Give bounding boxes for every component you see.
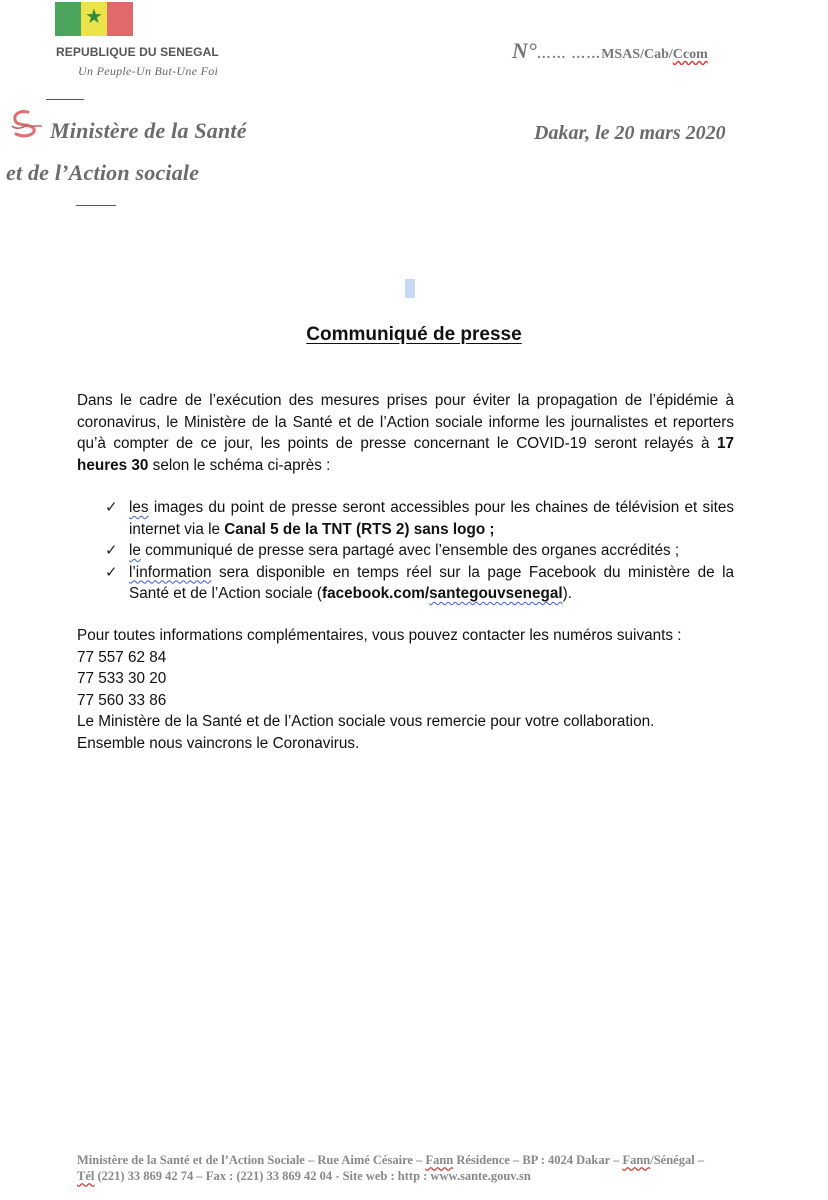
- divider: [46, 99, 84, 100]
- list-item: [77, 540, 734, 562]
- list-item: [77, 497, 734, 540]
- list-item: [77, 562, 734, 605]
- flag-yellow-stripe: [81, 2, 107, 36]
- republic-name: REPUBLIQUE DU SENEGAL: [56, 45, 219, 59]
- ref-prefix: N°: [512, 38, 537, 63]
- national-motto: Un Peuple-Un But-Une Foi: [78, 64, 219, 78]
- bullet-text: images du point de presse seront accessibles pour les chaines de télévision et sites internet via le: [129, 499, 734, 538]
- ref-dots: …… ……: [536, 47, 602, 62]
- phone-number: 77 533 30 20: [77, 670, 167, 687]
- intro-time: 17 heures 30: [77, 435, 734, 474]
- facebook-url-handle: santegouvsenegal: [429, 585, 563, 602]
- footer-text: Résidence – BP : 4024 Dakar –: [453, 1153, 623, 1167]
- bullet-list: [77, 497, 734, 605]
- bullet-text: sera disponible en temps réel sur la page Facebook du ministère de la Santé et de l’Action sociale (: [129, 563, 734, 602]
- star-icon: ★: [85, 6, 103, 28]
- intro-text: Dans le cadre de l’exécution des mesures prises pour éviter la propagation de l’épidémie à coronavirus, le Ministère de la Santé et de l’Action sociale informe les journalistes et reporters qu’à compter de ce jour, les points de presse concernant le COVID-19 seront relayés à: [77, 392, 734, 452]
- contacts-block: [77, 625, 682, 754]
- bullet-text: communiqué de presse sera partagé avec l’ensemble des organes accrédités ;: [140, 542, 680, 559]
- bullet-bold: Canal 5 de la TNT (RTS 2) sans logo ;: [224, 520, 495, 538]
- page-footer: [77, 1152, 737, 1184]
- ministry-logo-icon: [8, 108, 48, 140]
- contacts-intro: Pour toutes informations complémentaires, vous pouvez contacter les numéros suivants :: [77, 627, 682, 644]
- bullet-tail: ).: [562, 585, 572, 602]
- checkmark-icon: ✓: [105, 542, 118, 559]
- closing-line: Ensemble nous vaincrons le Coronavirus.: [77, 734, 360, 752]
- page-title: Communiqué de presse: [306, 324, 522, 345]
- senegal-flag: [55, 2, 133, 36]
- flag-green-stripe: [55, 2, 81, 36]
- phone-number: 77 557 62 84: [77, 648, 167, 666]
- footer-text: Ministère de la Santé et de l’Action Sociale – Rue Aimé Césaire –: [77, 1153, 426, 1167]
- ministry-name-line2: et de l’Action sociale: [6, 160, 200, 185]
- bullet-lead: le: [129, 542, 141, 559]
- footer-text: Fann: [425, 1153, 454, 1167]
- phone-number: 77 560 33 86: [77, 691, 167, 709]
- thanks-line: Le Ministère de la Santé et de l’Action sociale vous remercie pour votre collaboration.: [77, 713, 655, 730]
- footer-text: /Sénégal –: [650, 1153, 705, 1167]
- footer-text: (221) 33 869 42 74 – Fax : (221) 33 869 42 04 - Site web : http : www.sante.gouv.sn: [94, 1169, 531, 1183]
- bullet-lead: les: [129, 499, 149, 516]
- footer-text: Tél: [77, 1169, 95, 1183]
- ministry-name-line1: Ministère de la Santé: [50, 118, 247, 143]
- facebook-url-prefix: facebook.com/: [322, 585, 430, 602]
- bullet-lead: l’information: [129, 563, 212, 581]
- ref-code-end: Ccom: [672, 47, 708, 62]
- intro-text-end: selon le schéma ci-après :: [148, 456, 331, 474]
- divider: [76, 205, 116, 206]
- dateline: Dakar, le 20 mars 2020: [534, 122, 726, 144]
- ref-code: MSAS/Cab/: [601, 47, 673, 62]
- text-cursor: [405, 279, 415, 298]
- checkmark-icon: ✓: [105, 563, 118, 581]
- intro-paragraph: [77, 390, 734, 476]
- footer-address: [77, 1152, 737, 1168]
- checkmark-icon: ✓: [105, 499, 118, 516]
- footer-contact: [77, 1168, 737, 1184]
- reference-number: [512, 38, 708, 64]
- footer-text: Fann: [622, 1153, 651, 1167]
- flag-red-stripe: [107, 2, 133, 36]
